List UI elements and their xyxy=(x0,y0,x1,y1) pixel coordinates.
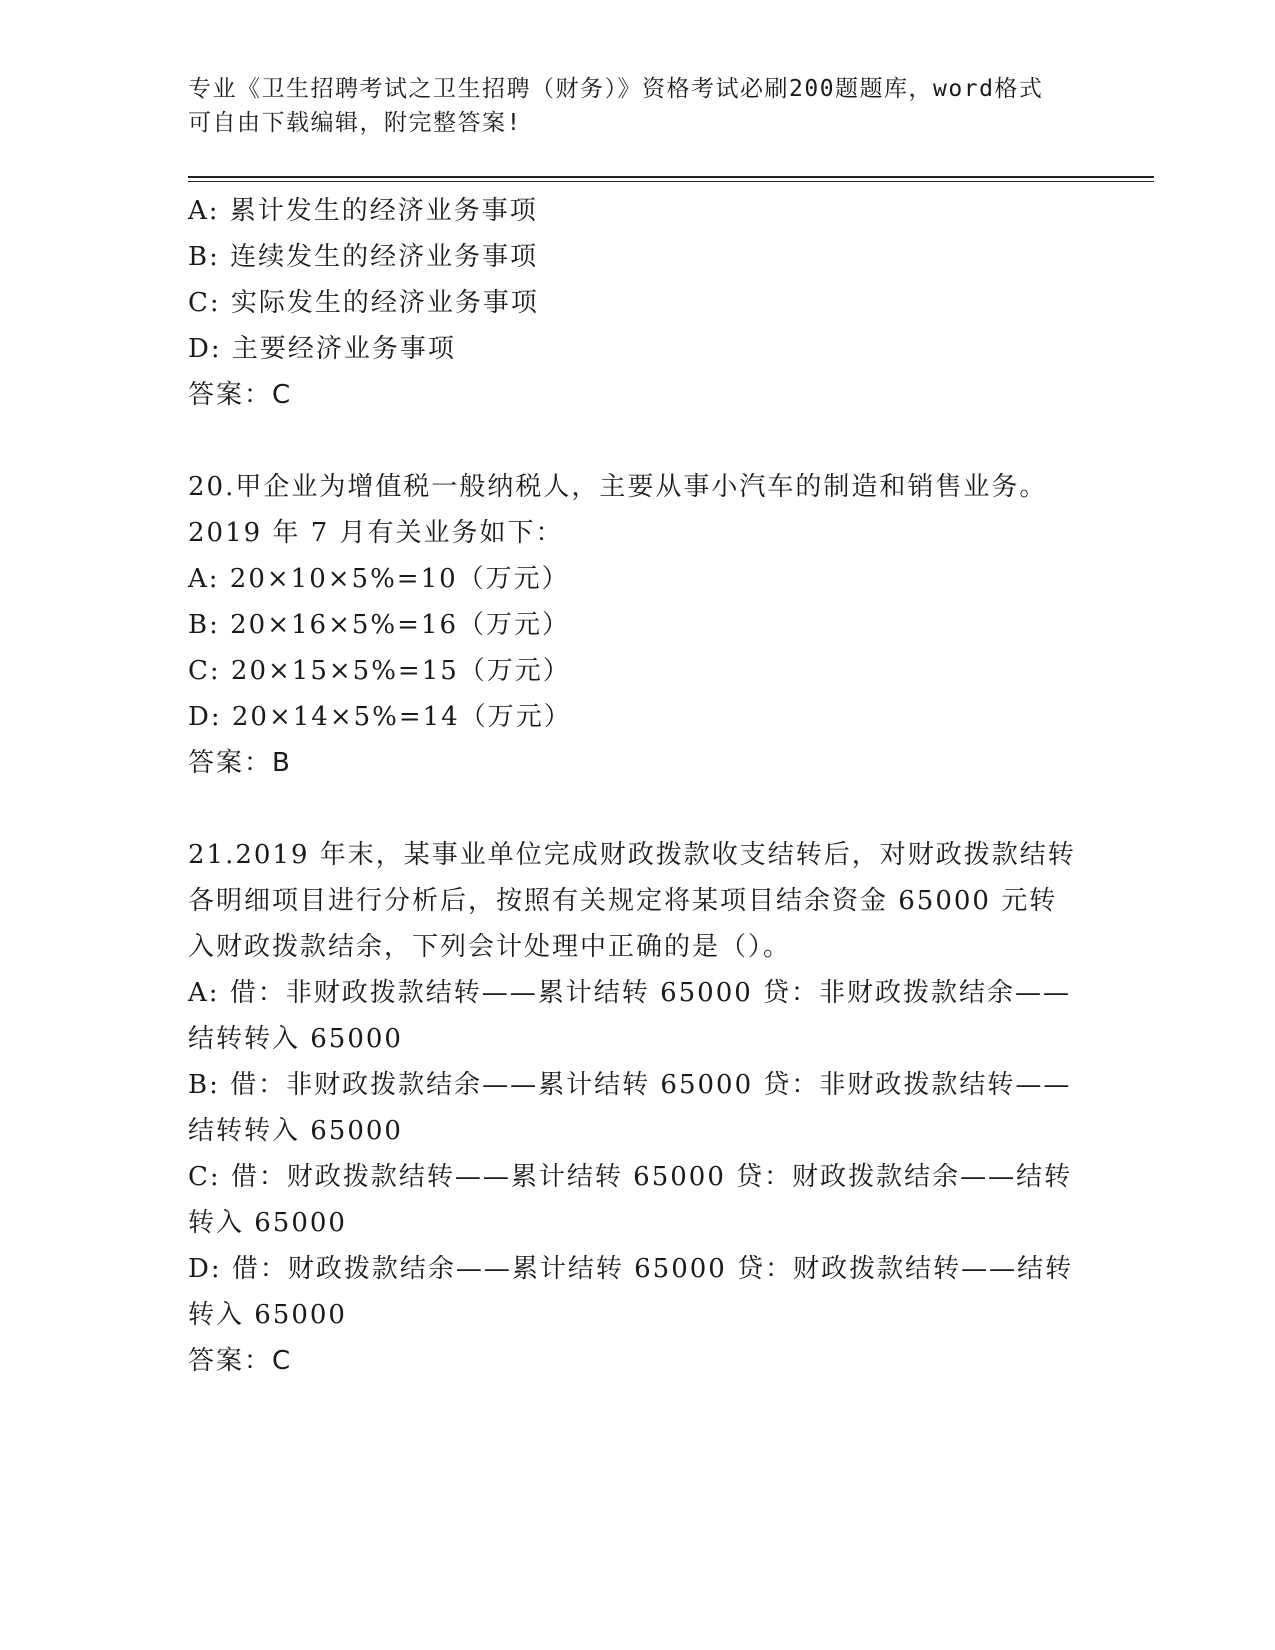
question-stem-line: 21.2019 年末，某事业单位完成财政拨款收支结转后，对财政拨款结转 xyxy=(188,840,1076,870)
option-c: C: 20×15×5%=15（万元） xyxy=(188,656,571,686)
spacer xyxy=(188,418,1088,464)
question-stem-line: 20.甲企业为增值税一般纳税人，主要从事小汽车的制造和销售业务。 xyxy=(188,472,1048,502)
option-b-continued: 结转转入 65000 xyxy=(188,1116,403,1146)
option-a-continued: 结转转入 65000 xyxy=(188,1024,403,1054)
option-d: D: 20×14×5%=14（万元） xyxy=(188,702,572,732)
question-stem-line: 2019 年 7 月有关业务如下： xyxy=(188,518,564,548)
option-b: B: 借：非财政拨款结余——累计结转 65000 贷：非财政拨款结转—— xyxy=(188,1070,1072,1100)
question-19 xyxy=(188,188,1088,418)
spacer xyxy=(188,786,1088,832)
option-b: B: 连续发生的经济业务事项 xyxy=(188,242,539,272)
answer-line: 答案：B xyxy=(188,748,292,778)
answer-line: 答案：C xyxy=(188,380,293,410)
question-stem-line: 各明细项目进行分析后，按照有关规定将某项目结余资金 65000 元转 xyxy=(188,886,1058,916)
header-line-2: 可自由下载编辑，附完整答案! xyxy=(188,110,522,136)
option-a: A: 借：非财政拨款结转——累计结转 65000 贷：非财政拨款结余—— xyxy=(188,978,1072,1008)
option-c: C: 实际发生的经济业务事项 xyxy=(188,288,539,318)
question-21 xyxy=(188,832,1088,1384)
option-a: A: 20×10×5%=10（万元） xyxy=(188,564,570,594)
option-d: D: 借：财政拨款结余——累计结转 65000 贷：财政拨款结转——结转 xyxy=(188,1254,1074,1284)
option-a: A: 累计发生的经济业务事项 xyxy=(188,196,538,226)
document-body xyxy=(188,188,1088,1384)
question-20 xyxy=(188,464,1088,786)
header-divider-thick xyxy=(188,176,1154,178)
answer-line: 答案：C xyxy=(188,1346,293,1376)
option-b: B: 20×16×5%=16（万元） xyxy=(188,610,570,640)
option-c-continued: 转入 65000 xyxy=(188,1208,347,1238)
option-c: C: 借：财政拨款结转——累计结转 65000 贷：财政拨款结余——结转 xyxy=(188,1162,1073,1192)
question-stem-line: 入财政拨款结余，下列会计处理中正确的是（）。 xyxy=(188,932,792,962)
option-d: D: 主要经济业务事项 xyxy=(188,334,456,364)
option-d-continued: 转入 65000 xyxy=(188,1300,347,1330)
document-header xyxy=(188,72,1088,140)
header-divider-thin xyxy=(188,181,1154,182)
header-line-1: 专业《卫生招聘考试之卫生招聘（财务）》资格考试必刷200题题库，word格式 xyxy=(188,76,1044,102)
